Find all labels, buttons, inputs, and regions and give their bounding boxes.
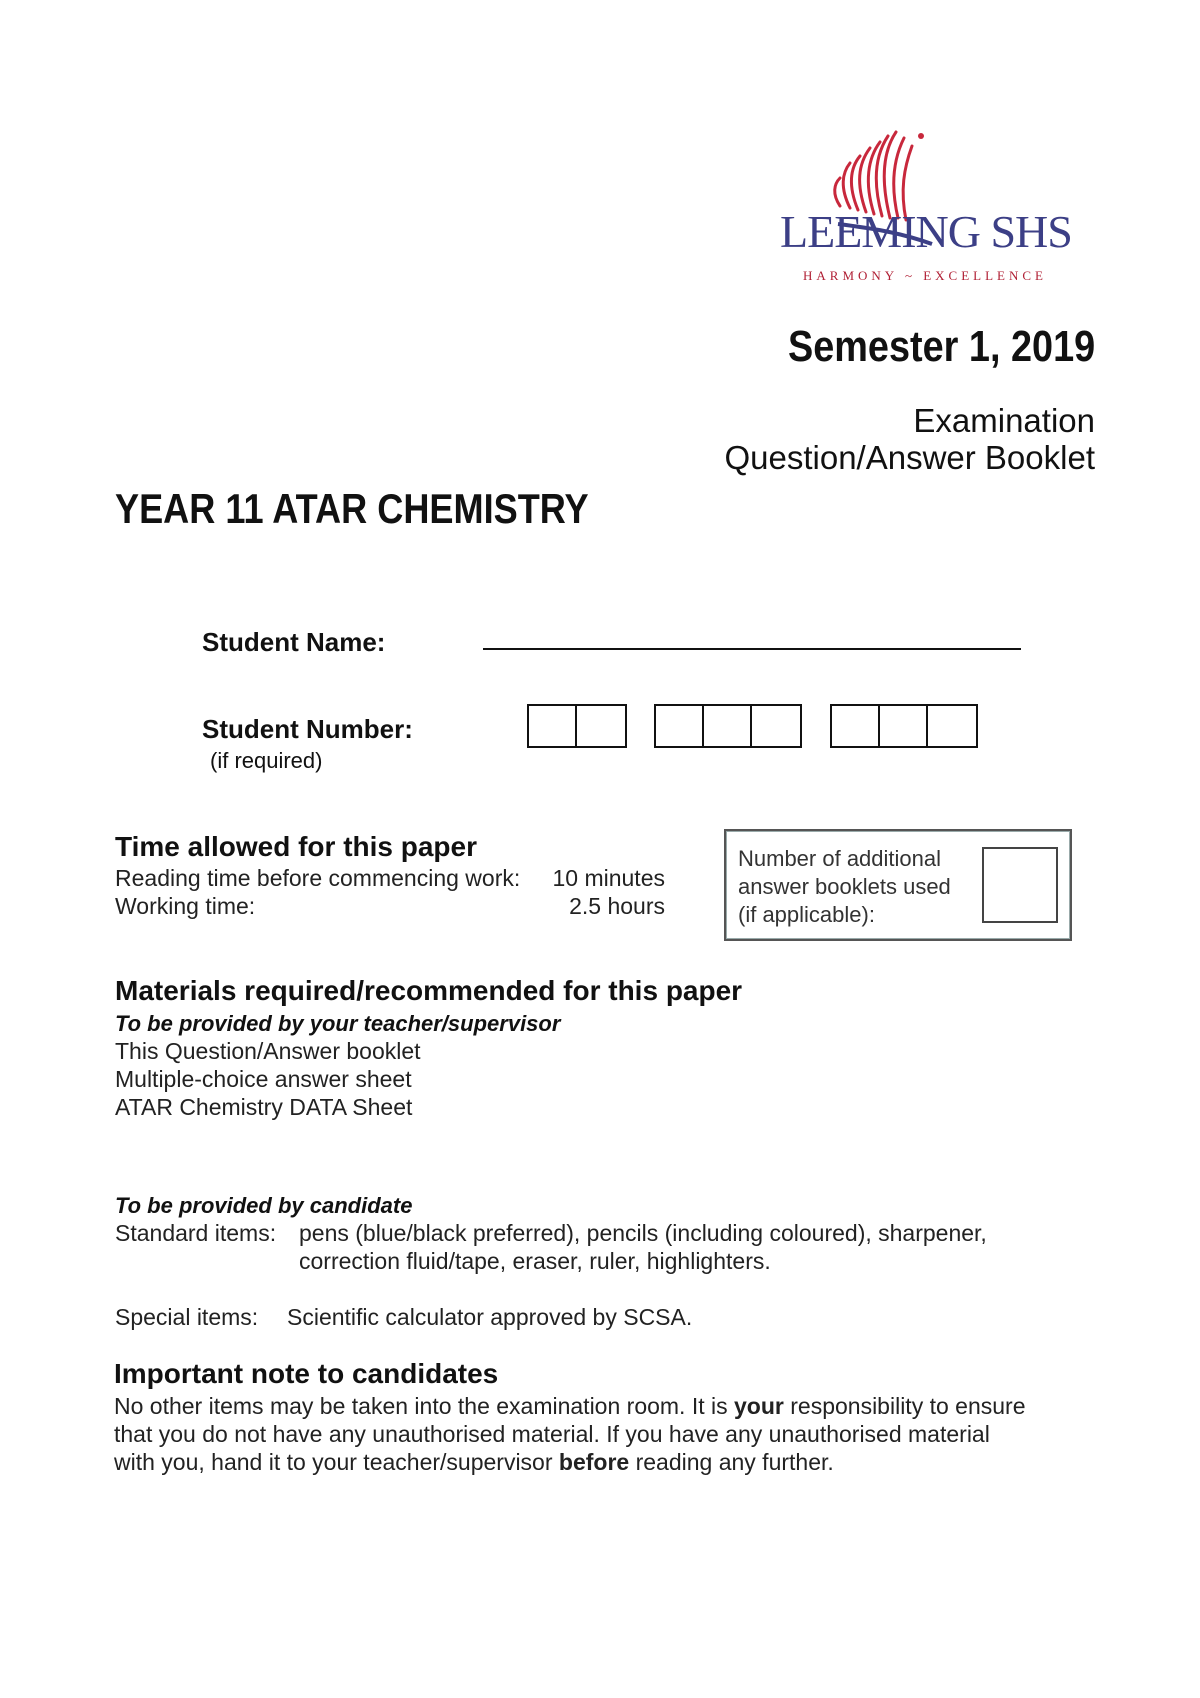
student-number-label: Student Number: — [202, 714, 413, 744]
working-time-label: Working time: — [115, 893, 256, 919]
important-note-body — [114, 1392, 1025, 1476]
digit-box[interactable] — [529, 706, 577, 746]
additional-booklets-count-box[interactable] — [982, 847, 1058, 923]
digit-box[interactable] — [577, 706, 625, 746]
list-item: ATAR Chemistry DATA Sheet — [115, 1094, 413, 1120]
student-number-boxes-group-2[interactable] — [654, 704, 802, 748]
student-number-boxes-group-1[interactable] — [527, 704, 627, 748]
additional-line-3: (if applicable): — [738, 902, 875, 927]
school-tagline: HARMONY ~ EXCELLENCE — [803, 268, 1047, 283]
note-line-2: that you do not have any unauthorised material. If you have any unauthorised material — [114, 1421, 990, 1447]
reading-time-value: 10 minutes — [552, 865, 665, 891]
standard-items-label: Standard items: — [115, 1220, 277, 1246]
student-number-boxes-group-3[interactable] — [830, 704, 978, 748]
time-allowed-heading: Time allowed for this paper — [115, 831, 478, 862]
emphasis-your: your — [734, 1393, 784, 1419]
semester-title: Semester 1, 2019 — [787, 322, 1095, 371]
list-item: Multiple-choice answer sheet — [115, 1066, 412, 1092]
standard-items-line-1: pens (blue/black preferred), pencils (including coloured), sharpener, — [299, 1220, 987, 1246]
student-name-label: Student Name: — [202, 627, 386, 657]
exam-type — [724, 402, 1095, 476]
reading-time-row — [115, 864, 665, 892]
subject-title: YEAR 11 ATAR CHEMISTRY — [115, 485, 589, 532]
standard-items-row-2 — [115, 1247, 987, 1275]
teacher-provided-subheading: To be provided by your teacher/supervisor — [115, 1011, 561, 1036]
digit-box[interactable] — [704, 706, 752, 746]
note-line-3: with you, hand it to your teacher/supervisor before reading any further. — [114, 1449, 834, 1475]
special-items-value: Scientific calculator approved by SCSA. — [287, 1304, 693, 1330]
exam-line-2: Question/Answer Booklet — [724, 439, 1095, 476]
student-number-note: (if required) — [210, 748, 323, 773]
special-items-label: Special items: — [115, 1304, 259, 1330]
working-time-row — [115, 892, 665, 920]
reading-time-label: Reading time before commencing work: — [115, 865, 521, 891]
note-line-1: No other items may be taken into the examination room. It is your responsibility to ensure — [114, 1393, 1026, 1419]
standard-items-line-2: correction fluid/tape, eraser, ruler, highlighters. — [299, 1248, 771, 1274]
digit-box[interactable] — [880, 706, 928, 746]
digit-box[interactable] — [928, 706, 976, 746]
additional-booklets-panel — [724, 829, 1072, 941]
school-logo-flame-icon — [780, 88, 1070, 288]
digit-box[interactable] — [752, 706, 800, 746]
list-item: This Question/Answer booklet — [115, 1038, 421, 1064]
additional-line-1: Number of additional — [738, 846, 942, 871]
additional-booklets-label — [738, 845, 951, 929]
digit-box[interactable] — [832, 706, 880, 746]
candidate-provided-list — [115, 1219, 987, 1331]
emphasis-before: before — [558, 1449, 630, 1475]
digit-box[interactable] — [656, 706, 704, 746]
additional-line-2: answer booklets used — [738, 874, 951, 899]
school-name: LEEMING SHS — [780, 206, 1072, 257]
time-allowed-list — [115, 864, 665, 920]
special-items-row — [115, 1303, 987, 1331]
important-note-heading: Important note to candidates — [114, 1358, 499, 1389]
exam-line-1: Examination — [913, 402, 1095, 439]
teacher-provided-list — [115, 1037, 421, 1121]
student-name-field[interactable] — [483, 648, 1021, 650]
standard-items-row — [115, 1219, 987, 1247]
candidate-provided-subheading: To be provided by candidate — [115, 1193, 413, 1218]
materials-heading: Materials required/recommended for this paper — [115, 975, 743, 1006]
working-time-value: 2.5 hours — [569, 893, 665, 919]
